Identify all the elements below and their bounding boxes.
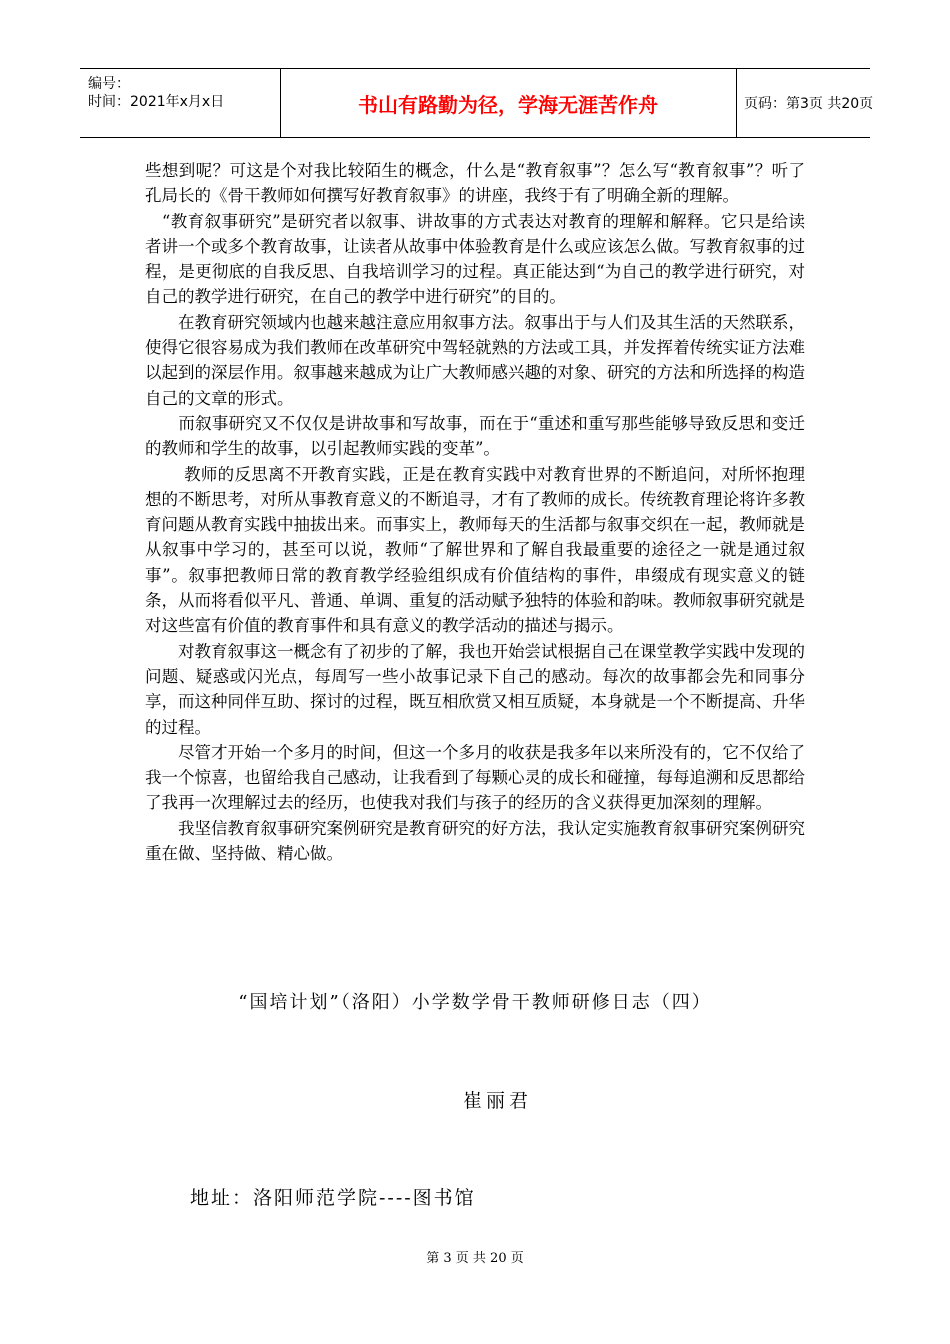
time-label: 时间：2021年x月x日 [88, 94, 225, 110]
page-header [80, 68, 874, 138]
document-title: “国培计划”（洛阳）小学数学骨干教师研修日志（四） [238, 992, 712, 1013]
paragraph: 尽管才开始一个多月的时间，但这一个多月的收获是我多年以来所没有的，它不仅给了我一个惊喜，也留给我自己感动，让我看到了每颗心灵的成长和碰撞，每每追溯和反思都给了我再一次理解过去的经历，也使我对我们与孩子的经历的含义获得更加深刻的理解。 [145, 742, 805, 813]
paragraph: “教育叙事研究”是研究者以叙事、讲故事的方式表达对教育的理解和解释。它只是给读者讲一个或多个教育故事，让读者从故事中体验教育是什么或应该怎么做。写教育叙事的过程，是更彻底的自我反思、自我培训学习的过程。真正能达到“为自己的教学进行研究，对自己的教学进行研究，在自己的教学中进行研究”的目的。 [145, 211, 805, 307]
paragraph: 而叙事研究又不仅仅是讲故事和写故事，而在于“重述和重写那些能够导致反思和变迁的教师和学生的故事，以引起教师实践的变革”。 [145, 413, 805, 459]
address-line: 地址：洛阳师范学院----图书馆 [190, 1187, 476, 1209]
paragraph: 对教育叙事这一概念有了初步的了解，我也开始尝试根据自己在课堂教学实践中发现的问题、疑惑或闪光点，每周写一些小故事记录下自己的感动。每次的故事都会先和同事分享，而这种同伴互助、探讨的过程，既互相欣赏又相互质疑，本身就是一个不断提高、升华的过程。 [145, 641, 805, 737]
header-motto: 书山有路勤为径，学海无涯苦作舟 [280, 69, 737, 137]
paragraph: 些想到呢？可这是个对我比较陌生的概念，什么是“教育叙事”？怎么写“教育叙事”？听了孔局长的《骨干教师如何撰写好教育叙事》的讲座，我终于有了明确全新的理解。 [145, 161, 805, 206]
page-footer: 第 3 页 共 20 页 [426, 1251, 524, 1266]
paragraph: 教师的反思离不开教育实践，正是在教育实践中对教育世界的不断追问，对所怀抱理想的不断思考，对所从事教育意义的不断追寻，才有了教师的成长。传统教育理论将许多教育问题从教育实践中抽拔出来。而事实上，教师每天的生活都与叙事交织在一起，教师就是从叙事中学习的，甚至可以说，教师“了解世界和了解自我最重要的途径之一就是通过叙事”。叙事把教师日常的教育教学经验组织成有价值结构的事件，串缀成有现实意义的链条，从而将看似平凡、普通、单调、重复的活动赋予独特的体验和韵味。教师叙事研究就是对这些富有价值的教育事件和具有意义的教学活动的描述与揭示。 [145, 464, 805, 636]
header-page-info: 页码：第3页 共20页 [744, 96, 874, 112]
body-text [145, 158, 805, 866]
paragraph: 在教育研究领域内也越来越注意应用叙事方法。叙事出于与人们及其生活的天然联系，使得它很容易成为我们教师在改革研究中驾轻就熟的方法或工具，并发挥着传统实证方法难以起到的深层作用。叙事越来越成为让广大教师感兴趣的对象、研究的方法和所选择的构造自己的文章的形式。 [145, 312, 805, 408]
number-label: 编号： [88, 76, 130, 92]
header-meta [80, 69, 281, 137]
author-name: 崔丽君 [463, 1090, 533, 1112]
paragraph: 我坚信教育叙事研究案例研究是教育研究的好方法，我认定实施教育叙事研究案例研究重在做、坚持做、精心做。 [145, 818, 805, 864]
